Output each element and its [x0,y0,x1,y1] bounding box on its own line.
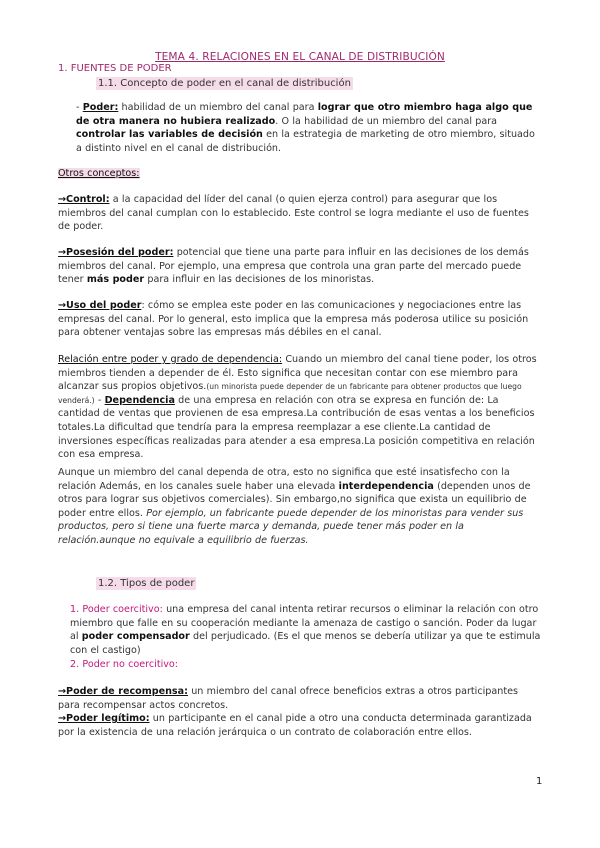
subsection-heading-tipos: 1.2. Tipos de poder [98,578,195,589]
otros-conceptos-label: Otros conceptos: [58,168,140,179]
uso-term: →Uso del poder [58,300,142,311]
tipo-1-text-2: del perjudicado. (Es el que menos se debería utilizar ya que te estimula con el castigo) [70,631,541,656]
recompensa-text: un miembro del canal ofrece beneficios extras a otros participantes para recompensar actos concretos. [58,686,518,711]
tipo-1-item [70,603,542,657]
tipo-1-number: 1. [70,604,80,615]
control-text: a la capacidad del líder del canal (o quien ejerza control) para asegurar que los miembros del canal cumplan con lo establecido. Este control se logra mediante el uso de fuentes de poder. [58,194,529,233]
aunque-text-1: Aunque un miembro del canal dependa de otra, esto no significa que esté insatisfecho con la relación Además, en los canales suele haber una elevada [58,467,510,492]
legitimo-text: un participante en el canal pide a otro una conducta determinada garantizada por la existencia de una relación jerárquica o un contrato de colaboración entre ellos. [58,713,532,738]
tipo-2-item [70,658,542,672]
posesion-bold: más poder [86,274,145,286]
dependencia-term: Dependencia [104,394,175,406]
legitimo-paragraph [58,712,542,739]
tipo-1-bold: poder compensador [81,631,190,643]
recompensa-term: →Poder de recompensa: [58,686,188,697]
poder-text-2: . O la habilidad de un miembro del canal para [275,115,498,127]
uso-text: : cómo se emplea este poder en las comunicaciones y negociaciones entre las empresas del canal. Por lo general, esto implica que la empresa más poderosa utilice su posición para obtener ventajas sobre las empresas más débiles en el canal. [58,300,529,339]
relacion-text-3: de una empresa en relación con otra se expresa en función de: La cantidad de ventas que provienen de esa empresa.La contribución de esas ventas a los beneficios totales.La dificultad que tendría para la empresa reemplazar a ese cliente.La cantidad de inversiones específicas realizadas para atender a esa empresa.La posición competitiva en relación con esa empresa. [58,394,535,461]
poder-text-1: habilidad de un miembro del canal para [118,102,318,113]
poder-text-3: en la estrategia de marketing de otro miembro, situado a distinto nivel en el canal de distribución. [76,129,535,154]
tipo-2-number: 2. [70,659,80,670]
uso-paragraph [58,299,542,340]
relacion-text-1: Cuando un miembro del canal tiene poder, los otros miembros tienden a depender de él. Esto significa que necesitan contar con ese miembro para alcanzar sus propios objetivos. [58,354,537,393]
page-title: TEMA 4. RELACIONES EN EL CANAL DE DISTRIBUCIÓN [155,51,445,63]
posesion-text-1: potencial que tiene una parte para influir en las decisiones de los demás miembros del canal. Por ejemplo, una empresa que controla una gran parte del mercado puede tener [58,247,529,286]
poder-term: Poder: [82,102,119,113]
poder-bold-2: controlar las variables de decisión [76,129,263,141]
otros-conceptos-heading [58,167,542,181]
page-number: 1 [536,776,543,787]
relacion-small-note: (un minorista puede depender de un fabricante para obtener productos que luego venderá.) [58,382,522,405]
tipo-1-text-1: una empresa del canal intenta retirar recursos o eliminar la relación con otro miembro que falle en su cooperación mediante la amenaza de castigo o sanción. Poder da lugar al [70,604,539,643]
dash-bullet: - [76,102,80,113]
legitimo-term: →Poder legítimo: [58,713,150,724]
posesion-term: →Posesión del poder: [58,247,174,258]
posesion-paragraph [58,246,542,287]
control-term: →Control: [58,194,110,205]
tipo-2-term: Poder no coercitivo: [82,659,179,670]
subsection-heading-concepto: 1.1. Concepto de poder en el canal de distribución [98,78,351,89]
relacion-paragraph [58,353,542,462]
aunque-text-2: (dependen unos de otros para lograr sus objetivos comerciales). Sin embargo,no significa que exista un equilibrio de poder entre ellos. [58,480,531,519]
poder-bold-1: lograr que otro miembro haga algo que de otra manera no hubiera realizado [76,102,533,127]
poder-definition [76,101,542,155]
control-paragraph [58,193,542,234]
posesion-text-2: para influir en las decisiones de los minoristas. [144,274,375,286]
aunque-example: Por ejemplo, un fabricante puede depender de los minoristas para vender sus productos, pero si tiene una fuerte marca y demanda, puede tener más poder en la relación.aunque no equivale a equilibrio de fuerzas. [58,507,524,546]
recompensa-paragraph [58,685,542,712]
relacion-term: Relación entre poder y grado de dependencia: [58,354,283,365]
aunque-paragraph [58,466,542,548]
tipo-1-term: Poder coercitivo: [82,604,163,615]
interdependencia-term: interdependencia [338,480,434,492]
relacion-text-2: - [94,394,105,406]
section-heading-fuentes: 1. FUENTES DE PODER [58,63,172,74]
